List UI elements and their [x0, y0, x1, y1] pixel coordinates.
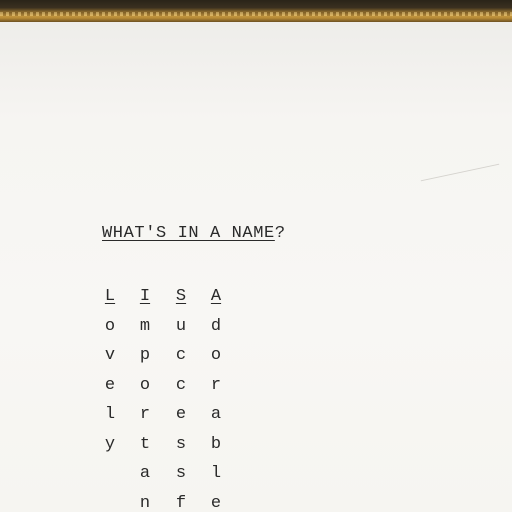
title-question-mark: ?: [274, 224, 286, 243]
acrostic-letter: v: [104, 346, 116, 365]
acrostic-letter: s: [175, 434, 187, 454]
acrostic-letter: u: [175, 316, 187, 336]
acrostic-letter: s: [175, 464, 187, 483]
acrostic-letter: c: [175, 375, 187, 395]
acrostic-letter: e: [210, 493, 222, 512]
acrostic-column-a: [208, 285, 224, 512]
acrostic-initial: I: [139, 287, 151, 306]
acrostic-letter: p: [139, 346, 151, 365]
acrostic-letter: o: [139, 375, 151, 395]
acrostic-letter: t: [139, 434, 151, 454]
acrostic-column-i: [137, 285, 153, 512]
acrostic-letter: y: [104, 434, 116, 454]
page-title: [102, 224, 286, 243]
acrostic-letter: d: [210, 316, 222, 336]
acrostic-initial: A: [210, 287, 222, 306]
acrostic-letter: r: [139, 405, 151, 424]
acrostic-column-s: [173, 285, 189, 512]
acrostic-letter: b: [210, 434, 222, 454]
acrostic-letter: f: [175, 493, 187, 512]
acrostic-letter: c: [175, 346, 187, 365]
acrostic-letter: a: [139, 464, 151, 483]
acrostic-letter: m: [139, 316, 151, 336]
acrostic-letter: l: [210, 464, 222, 483]
acrostic-column-l: [102, 285, 118, 462]
acrostic-letter: a: [210, 405, 222, 424]
gold-frame-edge: [0, 0, 512, 22]
acrostic-letter: e: [175, 405, 187, 424]
acrostic-letter: r: [210, 375, 222, 395]
typed-page: [0, 22, 512, 512]
acrostic-letter: o: [104, 316, 116, 336]
paper-crease: [421, 164, 499, 182]
acrostic-letter: o: [210, 346, 222, 365]
acrostic-letter: n: [139, 493, 151, 512]
acrostic-letter: l: [104, 405, 116, 424]
acrostic-letter: e: [104, 375, 116, 395]
acrostic-initial: S: [175, 287, 187, 306]
acrostic-initial: L: [104, 287, 116, 306]
title-underlined-text: WHAT'S IN A NAME: [102, 224, 275, 243]
